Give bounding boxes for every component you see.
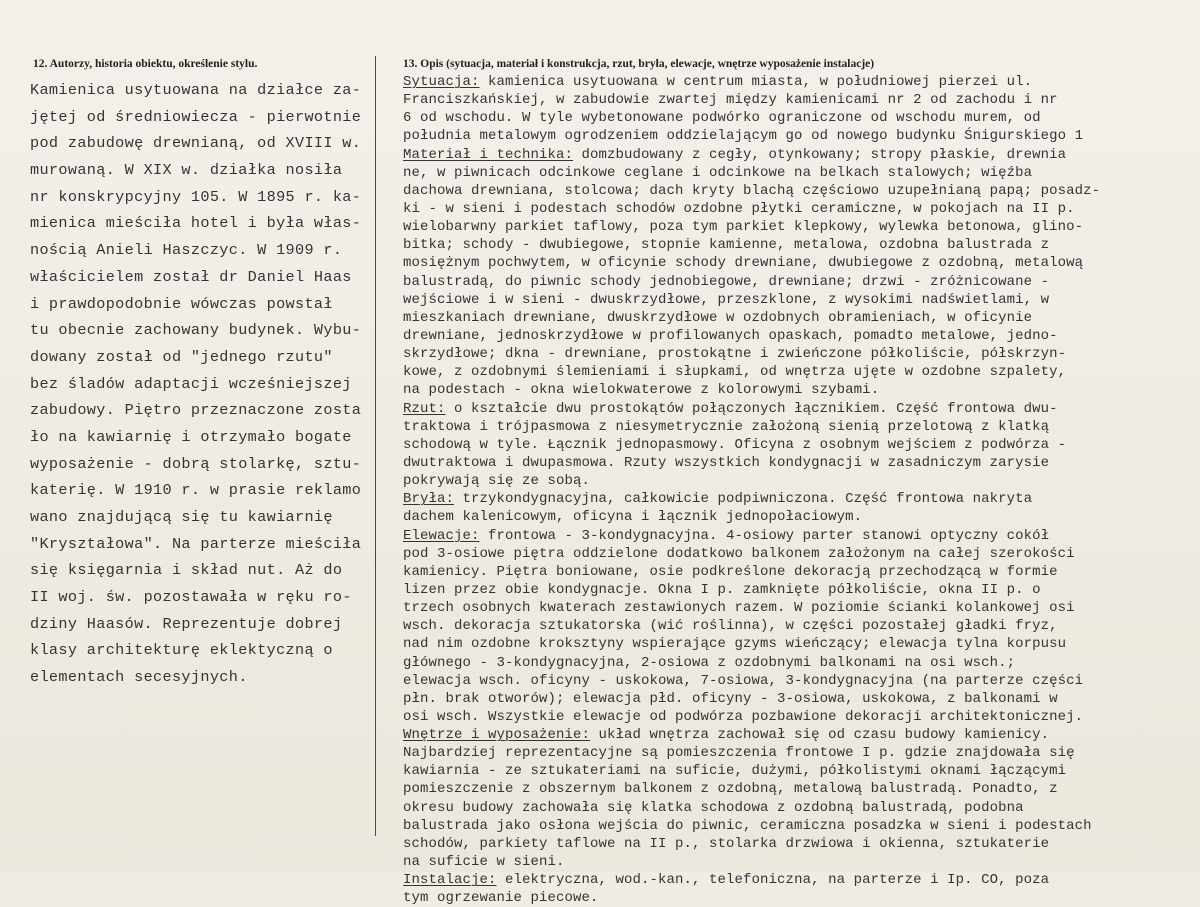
description-line xyxy=(403,490,1100,508)
history-line: klasy architekturę eklektyczną o xyxy=(30,641,333,660)
description-line-text: pokrywają się ze sobą. xyxy=(403,473,591,490)
description-line-text: mieszkaniach drewniane, dwuskrzydłowe w ozdobnych obramieniach, w oficynie xyxy=(403,309,1033,326)
description-line xyxy=(403,871,1100,889)
history-line: elementach secesyjnych. xyxy=(30,668,248,687)
description-line xyxy=(403,327,1100,345)
description-line-text: balustradą, do piwnic schody jednobiegowe, drewniane; drzwi - zróżnicowane - xyxy=(403,273,1050,290)
subsection-heading: Sytuacja: xyxy=(403,74,480,90)
subsection-heading: Bryła: xyxy=(403,491,455,508)
description-line-text: wielobarwny parkiet taflowy, poza tym parkiet klepkowy, wylewka betonowa, glino- xyxy=(403,219,1084,236)
description-line-text: skrzydłowe; dkna - drewniane, prostokątne i zwieńczone półkoliście, półskrzyn- xyxy=(403,346,1067,363)
history-line: dziny Haasów. Reprezentuje dobrej xyxy=(30,614,343,633)
history-line: II woj. św. pozostawała w ręku ro- xyxy=(30,588,352,607)
description-line xyxy=(403,527,1100,545)
description-line-text: południa metalowym ogrodzeniem oddzielającym go od nowego budynku Śnigurskiego 1 xyxy=(403,128,1084,145)
description-line xyxy=(403,254,1100,272)
history-line: wano znajdującą się tu kawiarnię xyxy=(30,508,333,526)
history-line: pod zabudowę drewnianą, od XVIII w. xyxy=(30,134,362,153)
description-line xyxy=(403,726,1100,744)
description-line xyxy=(403,454,1100,472)
description-line-text: lizen przez obie kondygnacje. Okna I p. zamknięte półkoliście, okna II p. o xyxy=(403,581,1041,598)
subsection-heading: Instalacje: xyxy=(403,872,497,889)
description-line-text: głównego - 3-kondygnacyjna, 2-osiowa z ozdobnymi balkonami na osi wsch.; xyxy=(403,654,1016,671)
description-line xyxy=(403,581,1100,599)
column-divider xyxy=(375,56,376,836)
description-line-text: tym ogrzewanie piecowe. xyxy=(403,890,599,907)
description-line xyxy=(403,182,1100,200)
history-line: murowaną. W XIX w. działka nosiła xyxy=(30,161,343,180)
description-line-text: domzbudowany z cegły, otynkowany; stropy płaskie, drewnia xyxy=(573,146,1067,163)
history-line: dowany został od "jednego rzutu" xyxy=(30,347,333,366)
description-line-text: kowe, z ozdobnymi ślemieniami i słupkami, od wnętrza ujęte w ozdobne szpalety, xyxy=(403,364,1067,381)
description-line-text: pomieszczenie z obszernym balkonem z ozdobną, metalową balustradą. Ponadto, z xyxy=(403,781,1058,798)
description-line xyxy=(403,617,1100,635)
description-line-text: mosiężnym pochwytem, w oficynie schody drewniane, dwubiegowe z ozdobną, metalową xyxy=(403,255,1084,272)
history-line: tu obecnie zachowany budynek. Wybu- xyxy=(30,321,362,340)
description-line xyxy=(403,708,1100,726)
description-line-text: drewniane, jednoskrzydłowe w profilowanych opaskach, pomadto metalowe, jedno- xyxy=(403,327,1058,344)
history-line: się księgarnia i skład nut. Aż do xyxy=(30,561,343,580)
history-line: wyposażenie - dobrą stolarkę, sztu- xyxy=(30,454,362,473)
description-line xyxy=(403,835,1100,853)
description-line-text: 6 od wschodu. W tyle wybetonowane podwórko ograniczone od wschodu murem, od xyxy=(403,110,1041,127)
description-line-text: wejściowe i w sieni - dwuskrzydłowe, przeszklone, z wysokimi nadświetlami, w xyxy=(403,291,1050,308)
section-13-header: 13. Opis (sytuacja, materiał i konstrukcja, rzut, bryła, elewacje, wnętrze wyposażenie instalacje) xyxy=(403,58,875,70)
description-line-text: bitka; schody - dwubiegowe, stopnie kamienne, metalowa, ozdobna balustrada z xyxy=(403,237,1050,254)
subsection-heading: Elewacje: xyxy=(403,527,480,544)
description-line xyxy=(403,799,1100,817)
description-line-text: schodów, parkiety taflowe na II p., stolarka drzwiowa i okienna, sztukaterie xyxy=(403,835,1050,852)
description-line-text: elewacja wsch. oficyny - uskokowa, 7-osiowa, 3-kondygnacyjna (na parterze części xyxy=(403,672,1084,689)
description-line xyxy=(403,563,1100,581)
description-line xyxy=(403,744,1100,762)
description-line-text: Franciszkańskiej, w zabudowie zwartej między kamienicami nr 2 od zachodu i nr xyxy=(403,92,1058,109)
history-line: Kamienica usytuowana na działce za- xyxy=(30,81,362,99)
description-line xyxy=(403,291,1100,309)
description-line xyxy=(403,146,1100,164)
description-line xyxy=(403,273,1100,291)
history-line: nr konskrypcyjny 105. W 1895 r. ka- xyxy=(30,187,362,206)
description-line-text: ki - w sieni i podestach schodów ozdobne płytki ceramiczne, w pokojach na II p. xyxy=(403,200,1075,217)
description-line xyxy=(403,109,1100,127)
description-line-text: płn. brak otworów); elewacja płd. oficyny - 3-osiowa, uskokowa, z balkonami w xyxy=(403,690,1058,707)
description-line xyxy=(403,690,1100,708)
description-line-text: na podestach - okna wielokwaterowe z kolorowymi szybami. xyxy=(403,382,880,399)
description-line xyxy=(403,345,1100,363)
description-line-text: frontowa - 3-kondygnacyjna. 4-osiowy parter stanowi optyczny cokół xyxy=(479,527,1050,544)
description-line xyxy=(403,363,1100,381)
description-line xyxy=(403,200,1100,218)
description-line-text: układ wnętrza zachował się od czasu budowy kamienicy. xyxy=(590,727,1050,744)
description-line xyxy=(403,654,1100,672)
history-line: katerię. W 1910 r. w prasie reklamo xyxy=(30,481,362,500)
description-line-text: o kształcie dwu prostokątów połączonych łącznikiem. Część frontowa dwu- xyxy=(445,400,1058,417)
history-text xyxy=(30,77,361,691)
description-line xyxy=(403,418,1100,436)
description-line-text: ne, w piwnicach odcinkowe ceglane i odcinkowe na belkach stalowych; więźba xyxy=(403,164,1033,181)
description-line xyxy=(403,400,1100,418)
description-line-text: okresu budowy zachowała się klatka schodowa z ozdobną balustradą, podobna xyxy=(403,799,1024,816)
description-line-text: trzech osobnych kwaterach zestawionych razem. W poziomie ścianki kolankowej osi xyxy=(403,600,1075,617)
description-line-text: kamienicy. Piętra boniowane, osie podkreślone dekoracją przechodzącą w formie xyxy=(403,563,1058,580)
description-line-text: pod 3-osiowe piętra oddzielone dodatkowo balkonem założonym na całej szerokości xyxy=(403,545,1075,562)
description-line-text: Najbardziej reprezentacyjne są pomieszczenia frontowe I p. gdzie znajdowała się xyxy=(403,745,1075,762)
description-line xyxy=(403,472,1100,490)
description-line xyxy=(403,780,1100,798)
description-line xyxy=(403,545,1100,563)
description-line xyxy=(403,599,1100,617)
history-line: jętej od średniowiecza - pierwotnie xyxy=(30,107,362,126)
description-line xyxy=(403,164,1100,182)
description-line xyxy=(403,436,1100,454)
description-line xyxy=(403,236,1100,254)
subsection-heading: Rzut: xyxy=(403,400,446,417)
description-line-text: dachem kalenicowym, oficyna i łącznik jednopołaciowym. xyxy=(403,509,863,526)
description-line xyxy=(403,635,1100,653)
description-line xyxy=(403,309,1100,327)
description-line-text: schodową w tyle. Łącznik jednopasmowy. Oficyna z osobnym wejściem z podwórza - xyxy=(403,436,1067,453)
history-line: i prawdopodobnie wówczas powstał xyxy=(30,294,333,313)
description-line xyxy=(403,91,1100,109)
description-line-text: traktowa i trójpasmowa z niesymetrycznie założoną sienią przelotową z klatką xyxy=(403,418,1050,435)
description-line xyxy=(403,218,1100,236)
history-line: ło na kawiarnię i otrzymało bogate xyxy=(30,427,352,446)
section-12-header: 12. Autorzy, historia obiektu, określenie stylu. xyxy=(33,58,258,70)
subsection-heading: Materiał i technika: xyxy=(403,146,574,163)
description-line xyxy=(403,889,1100,907)
description-line-text: elektryczna, wod.-kan., telefoniczna, na parterze i Ip. CO, poza xyxy=(496,872,1050,889)
history-line: "Kryształowa". Na parterze mieściła xyxy=(30,534,362,553)
description-line xyxy=(403,508,1100,526)
history-line: nością Anieli Haszczyc. W 1909 r. xyxy=(30,241,343,260)
description-line-text: na suficie w sieni. xyxy=(403,854,565,871)
description-line xyxy=(403,853,1100,871)
history-line: właścicielem został dr Daniel Haas xyxy=(30,267,352,286)
description-line-text: balustrada jako osłona wejścia do piwnic, ceramiczna posadzka w sieni i podestach xyxy=(403,817,1092,834)
description-line-text: kawiarnia - ze sztukateriami na suficie, dużymi, półkolistymi oknami łączącymi xyxy=(403,763,1067,780)
history-line: zabudowy. Piętro przeznaczone zosta xyxy=(30,401,362,420)
description-line-text: wsch. dekoracja sztukatorska (wić roślinna), w części pozostałej gładki fryz, xyxy=(403,618,1058,635)
description-line-text: nad nim ozdobne kroksztyny wspierające gzyms wieńczący; elewacja tylna korpusu xyxy=(403,636,1067,653)
description-line xyxy=(403,127,1100,145)
description-line-text: dachowa drewniana, stolcowa; dach kryty blachą częściowo uzupełnianą papą; posadz- xyxy=(403,182,1101,199)
history-line: bez śladów adaptacji wcześniejszej xyxy=(30,374,352,393)
history-line: mienica mieściła hotel i była włas- xyxy=(30,214,362,233)
description-line-text: kamienica usytuowana w centrum miasta, w południowej pierzei ul. xyxy=(479,74,1033,90)
subsection-heading: Wnętrze i wyposażenie: xyxy=(403,727,591,744)
description-line xyxy=(403,817,1100,835)
description-line xyxy=(403,381,1100,399)
description-line-text: trzykondygnacyjna, całkowicie podpiwniczona. Część frontowa nakryta xyxy=(454,491,1033,508)
description-line-text: osi wsch. Wszystkie elewacje od podwórza pozbawione dekoracji architektonicznej. xyxy=(403,708,1084,725)
description-line xyxy=(403,73,1100,91)
description-line xyxy=(403,672,1100,690)
description-text xyxy=(403,73,1100,907)
description-line xyxy=(403,762,1100,780)
description-line-text: dwutraktowa i dwupasmowa. Rzuty wszystkich kondygnacji w zasadniczym zarysie xyxy=(403,454,1050,471)
